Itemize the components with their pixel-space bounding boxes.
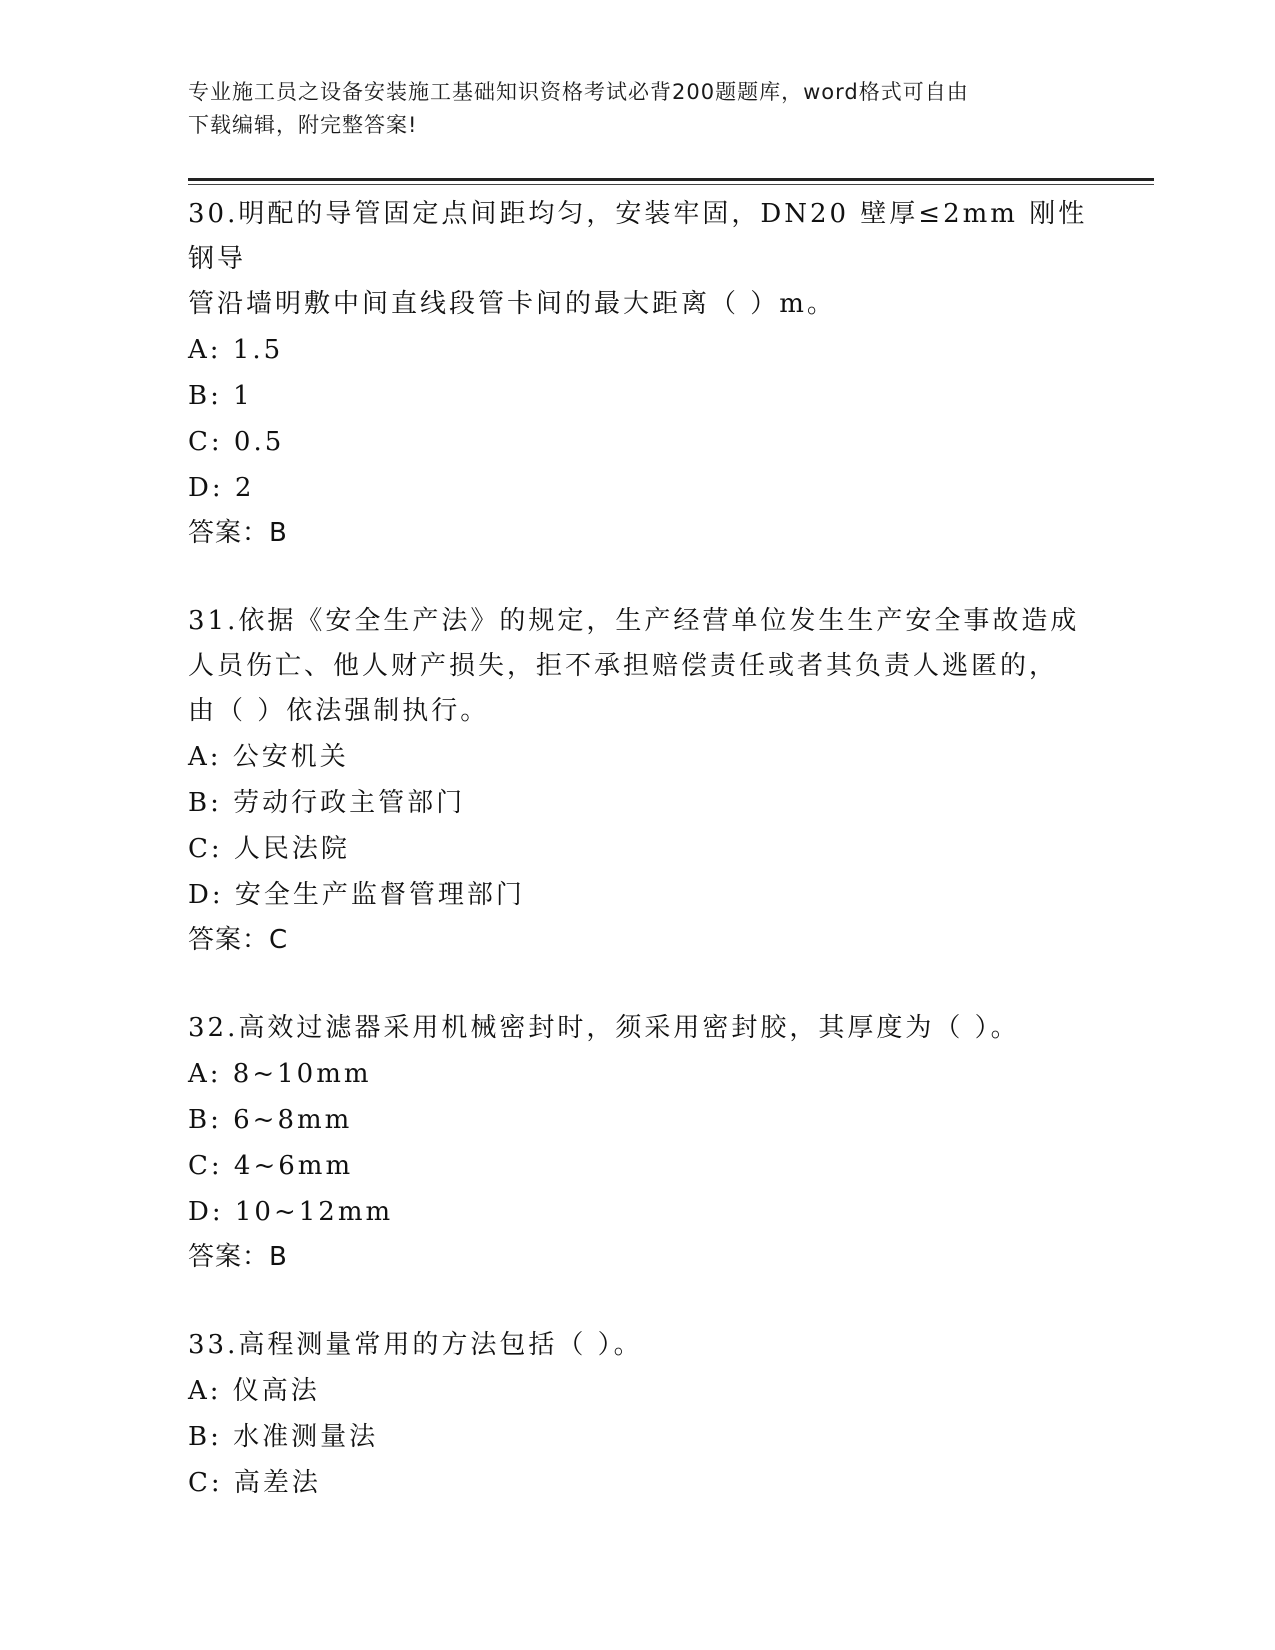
option-c: C: 4~6mm (188, 1151, 354, 1181)
question-stem-line: 32.高效过滤器采用机械密封时，须采用密封胶，其厚度为（ ）。 (188, 1013, 1020, 1043)
question-list (188, 192, 1088, 1550)
option-c: C: 人民法院 (188, 834, 350, 864)
option-d: D: 安全生产监督管理部门 (188, 880, 525, 910)
question-stem-line: 33.高程测量常用的方法包括（ ）。 (188, 1330, 643, 1360)
question-33 (188, 1323, 1088, 1506)
option-b: B: 6~8mm (188, 1105, 353, 1135)
answer-line: 答案：B (188, 518, 288, 548)
option-a: A: 8~10mm (188, 1059, 372, 1089)
option-c: C: 高差法 (188, 1468, 321, 1498)
question-stem-line: 31.依据《安全生产法》的规定，生产经营单位发生生产安全事故造成 (188, 606, 1080, 636)
question-stem-line: 人员伤亡、他人财产损失，拒不承担赔偿责任或者其负责人逃匿的， (188, 651, 1059, 681)
option-d: D: 2 (188, 473, 255, 503)
question-31 (188, 599, 1088, 962)
header-divider-thin (188, 184, 1154, 185)
option-b: B: 劳动行政主管部门 (188, 788, 466, 818)
option-a: A: 公安机关 (188, 742, 349, 772)
option-b: B: 水准测量法 (188, 1422, 379, 1452)
option-c: C: 0.5 (188, 427, 285, 457)
option-d: D: 10~12mm (188, 1197, 394, 1227)
answer-line: 答案：C (188, 925, 289, 955)
option-b: B: 1 (188, 381, 253, 411)
header-line-1: 专业施工员之设备安装施工基础知识资格考试必背200题题库，word格式可自由 (188, 80, 969, 104)
header-line-2: 下载编辑，附完整答案! (188, 113, 418, 137)
answer-line: 答案：B (188, 1242, 288, 1272)
header-divider-thick (188, 178, 1154, 181)
document-header (188, 76, 1068, 142)
question-30 (188, 192, 1088, 555)
question-stem-line: 管沿墙明敷中间直线段管卡间的最大距离（ ）m。 (188, 289, 836, 319)
option-a: A: 1.5 (188, 335, 284, 365)
question-stem-line: 30.明配的导管固定点间距均匀，安装牢固，DN20 壁厚≤2mm 刚性钢导 (188, 199, 1088, 274)
option-a: A: 仪高法 (188, 1376, 320, 1406)
question-32 (188, 1006, 1088, 1279)
question-stem-line: 由（ ）依法强制执行。 (188, 696, 490, 726)
